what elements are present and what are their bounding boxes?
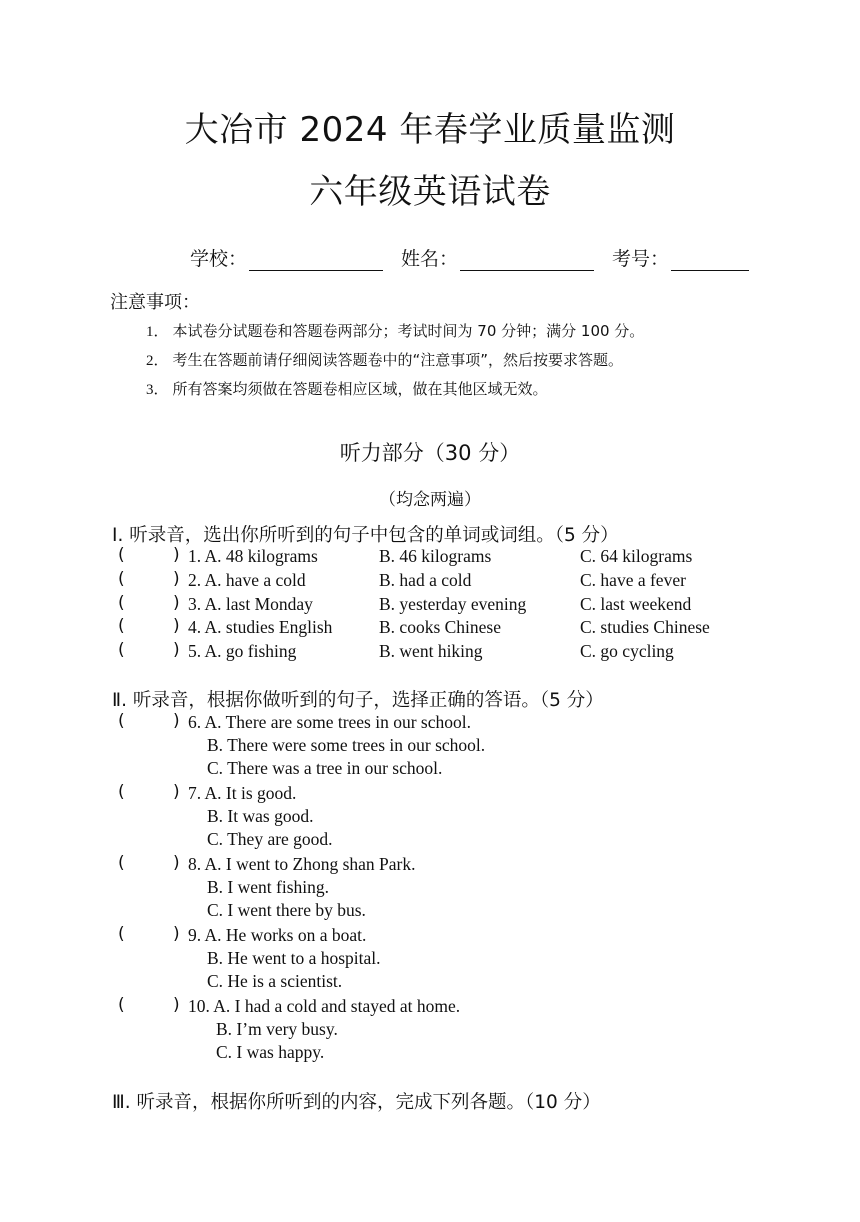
part-2-title: Ⅱ. 听录音，根据你做听到的句子，选择正确的答语。（5 分） — [112, 690, 604, 711]
answer-paren-right: ) — [173, 593, 180, 613]
note-text: 所有答案均须做在答题卷相应区域，做在其他区域无效。 — [172, 380, 548, 398]
answer-paren-right: ) — [173, 640, 180, 660]
question-option-b: B. yesterday evening — [379, 594, 527, 614]
question-option-a: 2. A. have a cold — [188, 570, 306, 590]
answer-paren-right: ) — [173, 569, 180, 589]
notes-heading: 注意事项： — [110, 292, 200, 313]
question-option-b: B. 46 kilograms — [379, 546, 492, 566]
question-option-b: B. went hiking — [379, 641, 483, 661]
question-option-c: C. They are good. — [207, 829, 333, 849]
answer-paren-left: ( — [118, 545, 125, 565]
note-number: 1． — [146, 324, 169, 340]
question-option-c: C. He is a scientist. — [207, 971, 343, 991]
question-option-a: 8. A. I went to Zhong shan Park. — [188, 854, 416, 874]
question-option-a: 4. A. studies English — [188, 617, 333, 637]
school-blank — [249, 248, 383, 271]
note-text: 本试卷分试题卷和答题卷两部分；考试时间为 70 分钟；满分 100 分。 — [172, 322, 645, 340]
question-option-b: B. It was good. — [207, 806, 314, 826]
question-option-c: C. studies Chinese — [580, 617, 710, 637]
question-option-b: B. had a cold — [379, 570, 472, 590]
note-item — [146, 320, 644, 341]
exam-title-line-1: 大冶市 2024 年春学业质量监测 — [184, 110, 676, 150]
answer-paren-left: ( — [118, 853, 125, 873]
question-option-a: 1. A. 48 kilograms — [188, 546, 318, 566]
name-blank — [460, 248, 594, 271]
listening-section-note: （均念两遍） — [379, 490, 481, 510]
note-number: 3． — [146, 382, 169, 398]
listening-section-title: 听力部分（30 分） — [339, 441, 521, 465]
answer-paren-left: ( — [118, 593, 125, 613]
answer-paren-left: ( — [118, 711, 125, 731]
part-1-title: Ⅰ. 听录音，选出你所听到的句子中包含的单词或词组。（5 分） — [112, 525, 619, 546]
question-option-c: C. There was a tree in our school. — [207, 758, 443, 778]
answer-paren-left: ( — [118, 924, 125, 944]
answer-paren-left: ( — [118, 569, 125, 589]
answer-paren-right: ) — [173, 995, 180, 1015]
question-option-c: C. last weekend — [580, 594, 692, 614]
answer-paren-right: ) — [173, 545, 180, 565]
question-option-b: B. He went to a hospital. — [207, 948, 381, 968]
question-option-c: C. go cycling — [580, 641, 674, 661]
note-item — [146, 378, 548, 399]
note-item — [146, 349, 623, 370]
answer-paren-left: ( — [118, 995, 125, 1015]
answer-paren-left: ( — [118, 616, 125, 636]
question-option-b: B. I went fishing. — [207, 877, 330, 897]
question-option-c: C. 64 kilograms — [580, 546, 693, 566]
question-option-c: C. I went there by bus. — [207, 900, 366, 920]
answer-paren-right: ) — [173, 924, 180, 944]
number-label: 考号： — [612, 248, 670, 270]
question-option-a: 5. A. go fishing — [188, 641, 297, 661]
question-option-a: 7. A. It is good. — [188, 783, 297, 803]
answer-paren-right: ) — [173, 853, 180, 873]
answer-paren-right: ) — [173, 616, 180, 636]
number-blank — [671, 248, 749, 271]
part-3-title: Ⅲ. 听录音，根据你所听到的内容，完成下列各题。（10 分） — [112, 1092, 601, 1113]
note-number: 2． — [146, 353, 169, 369]
exam-title-line-2: 六年级英语试卷 — [309, 172, 551, 212]
answer-paren-right: ) — [173, 782, 180, 802]
answer-paren-left: ( — [118, 640, 125, 660]
answer-paren-left: ( — [118, 782, 125, 802]
student-info — [190, 244, 749, 271]
question-option-b: B. I’m very busy. — [216, 1019, 338, 1039]
question-option-a: 6. A. There are some trees in our school. — [188, 712, 471, 732]
question-option-b: B. cooks Chinese — [379, 617, 502, 637]
note-text: 考生在答题前请仔细阅读答题卷中的“注意事项”，然后按要求答题。 — [172, 351, 624, 369]
name-label: 姓名： — [401, 248, 459, 270]
question-option-a: 9. A. He works on a boat. — [188, 925, 367, 945]
school-label: 学校： — [190, 248, 248, 270]
question-option-c: C. have a fever — [580, 570, 686, 590]
question-option-a: 10. A. I had a cold and stayed at home. — [188, 996, 461, 1016]
question-option-b: B. There were some trees in our school. — [207, 735, 486, 755]
question-option-c: C. I was happy. — [216, 1042, 325, 1062]
question-option-a: 3. A. last Monday — [188, 594, 313, 614]
answer-paren-right: ) — [173, 711, 180, 731]
